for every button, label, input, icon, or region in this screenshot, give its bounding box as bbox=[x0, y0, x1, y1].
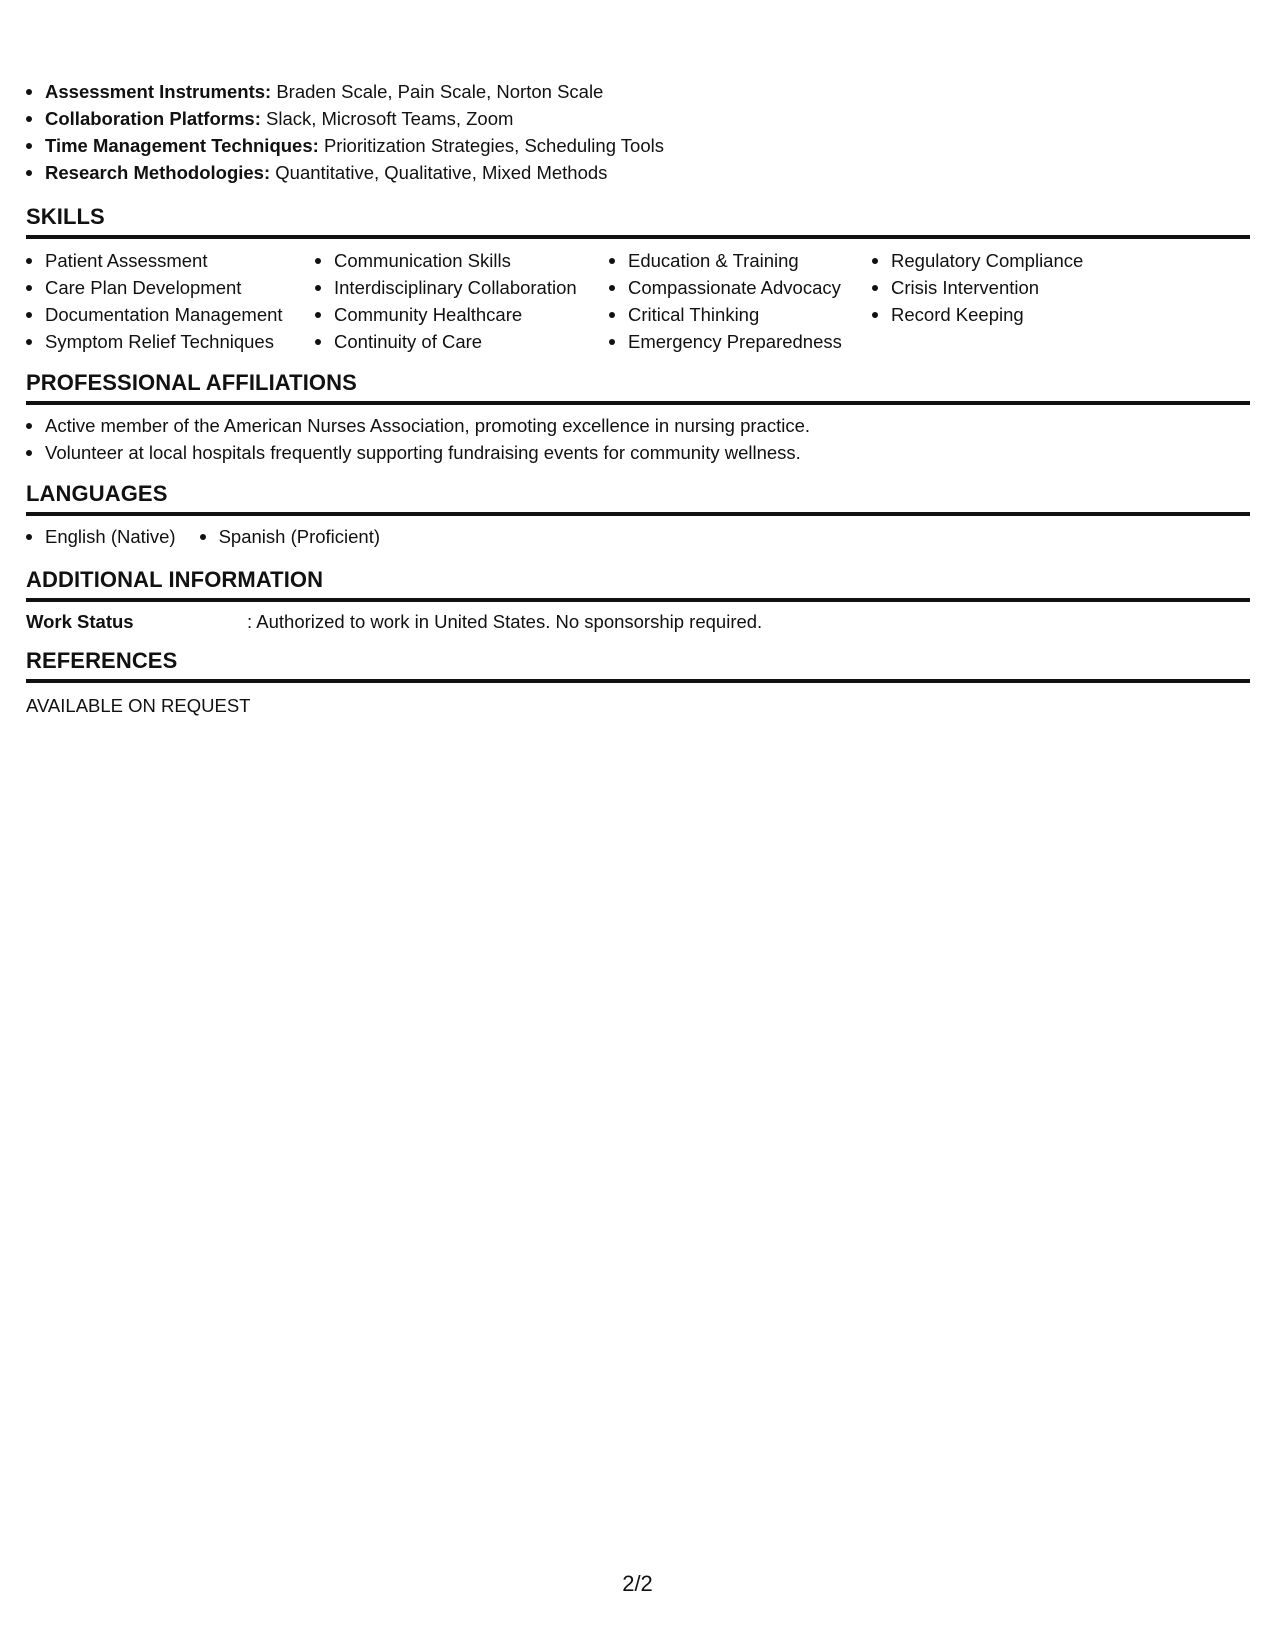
skills-column bbox=[872, 247, 1132, 355]
work-status-row bbox=[26, 609, 1250, 635]
bullet-icon bbox=[26, 534, 32, 540]
tools-list-item bbox=[26, 78, 1250, 105]
bullet-icon bbox=[609, 285, 615, 291]
bullet-icon bbox=[26, 423, 32, 429]
tools-list-item bbox=[26, 132, 1250, 159]
bullet-icon bbox=[26, 258, 32, 264]
skill-item bbox=[609, 301, 872, 328]
page-number: 2/2 bbox=[622, 1571, 653, 1596]
language-item bbox=[26, 523, 176, 550]
skills-column bbox=[26, 247, 315, 355]
skill-item bbox=[315, 301, 609, 328]
tools-list-item bbox=[26, 159, 1250, 186]
skill-label: Regulatory Compliance bbox=[891, 250, 1084, 271]
bullet-icon bbox=[315, 312, 321, 318]
affiliation-item bbox=[26, 439, 1250, 466]
skill-item bbox=[872, 301, 1132, 328]
skill-label: Care Plan Development bbox=[45, 277, 242, 298]
skill-item bbox=[609, 274, 872, 301]
language-text: English (Native) bbox=[45, 526, 176, 547]
skill-item bbox=[872, 274, 1132, 301]
additional-info-heading: ADDITIONAL INFORMATION bbox=[26, 567, 324, 592]
tool-value: Prioritization Strategies, Scheduling Tools bbox=[323, 135, 664, 156]
skill-label: Symptom Relief Techniques bbox=[45, 331, 274, 352]
bullet-icon bbox=[609, 258, 615, 264]
affiliations-section bbox=[26, 370, 1250, 466]
bullet-icon bbox=[26, 170, 32, 176]
skill-item bbox=[26, 328, 315, 355]
affiliations-heading: PROFESSIONAL AFFILIATIONS bbox=[26, 370, 357, 395]
skill-label: Critical Thinking bbox=[628, 304, 760, 325]
bullet-icon bbox=[26, 116, 32, 122]
tools-list bbox=[26, 78, 1250, 186]
section-divider bbox=[26, 512, 1250, 516]
bullet-icon bbox=[315, 285, 321, 291]
skill-item bbox=[609, 247, 872, 274]
skill-item bbox=[609, 328, 872, 355]
bullet-icon bbox=[200, 534, 206, 540]
bullet-icon bbox=[26, 89, 32, 95]
skill-item bbox=[872, 247, 1132, 274]
bullet-icon bbox=[26, 143, 32, 149]
skill-label: Patient Assessment bbox=[45, 250, 208, 271]
skills-grid bbox=[26, 247, 1250, 355]
bullet-icon bbox=[609, 312, 615, 318]
skill-item bbox=[26, 274, 315, 301]
tool-value: Braden Scale, Pain Scale, Norton Scale bbox=[276, 81, 604, 102]
skill-label: Emergency Preparedness bbox=[628, 331, 842, 352]
skill-label: Continuity of Care bbox=[334, 331, 483, 352]
tools-section bbox=[26, 78, 1250, 186]
language-item bbox=[200, 523, 380, 550]
affiliation-text: Volunteer at local hospitals frequently supporting fundraising events for community wellness. bbox=[45, 442, 801, 463]
skill-label: Community Healthcare bbox=[334, 304, 523, 325]
skill-item bbox=[26, 301, 315, 328]
references-text: AVAILABLE ON REQUEST bbox=[26, 695, 251, 716]
languages-list bbox=[26, 523, 1250, 550]
affiliation-text: Active member of the American Nurses Association, promoting excellence in nursing practice. bbox=[45, 415, 811, 436]
tool-label: Time Management Techniques: bbox=[45, 135, 319, 156]
section-divider bbox=[26, 235, 1250, 239]
bullet-icon bbox=[315, 258, 321, 264]
additional-info-section bbox=[26, 567, 1250, 635]
bullet-icon bbox=[315, 339, 321, 345]
skill-label: Communication Skills bbox=[334, 250, 511, 271]
skills-column bbox=[609, 247, 872, 355]
bullet-icon bbox=[872, 258, 878, 264]
languages-section bbox=[26, 481, 1250, 550]
tool-label: Research Methodologies: bbox=[45, 162, 271, 183]
affiliations-list bbox=[26, 412, 1250, 466]
skill-label: Education & Training bbox=[628, 250, 799, 271]
tool-value: Slack, Microsoft Teams, Zoom bbox=[266, 108, 514, 129]
references-heading: REFERENCES bbox=[26, 648, 178, 673]
skill-label: Interdisciplinary Collaboration bbox=[334, 277, 577, 298]
skill-label: Crisis Intervention bbox=[891, 277, 1040, 298]
section-divider bbox=[26, 598, 1250, 602]
work-status-label: Work Status bbox=[26, 611, 134, 632]
skill-item bbox=[315, 274, 609, 301]
skill-item bbox=[315, 328, 609, 355]
skills-section bbox=[26, 204, 1250, 355]
bullet-icon bbox=[872, 312, 878, 318]
bullet-icon bbox=[26, 339, 32, 345]
tools-list-item bbox=[26, 105, 1250, 132]
skill-label: Record Keeping bbox=[891, 304, 1024, 325]
bullet-icon bbox=[26, 285, 32, 291]
skill-label: Compassionate Advocacy bbox=[628, 277, 841, 298]
skills-heading: SKILLS bbox=[26, 204, 105, 229]
skill-item bbox=[315, 247, 609, 274]
tool-label: Collaboration Platforms: bbox=[45, 108, 261, 129]
tool-value: Quantitative, Qualitative, Mixed Methods bbox=[275, 162, 608, 183]
bullet-icon bbox=[872, 285, 878, 291]
skill-item bbox=[26, 247, 315, 274]
bullet-icon bbox=[26, 312, 32, 318]
language-text: Spanish (Proficient) bbox=[218, 526, 381, 547]
section-divider bbox=[26, 401, 1250, 405]
references-section bbox=[26, 648, 1250, 719]
languages-heading: LANGUAGES bbox=[26, 481, 168, 506]
affiliation-item bbox=[26, 412, 1250, 439]
skills-column bbox=[315, 247, 609, 355]
bullet-icon bbox=[609, 339, 615, 345]
bullet-icon bbox=[26, 450, 32, 456]
section-divider bbox=[26, 679, 1250, 683]
tool-label: Assessment Instruments: bbox=[45, 81, 272, 102]
work-status-value: : Authorized to work in United States. No sponsorship required. bbox=[247, 611, 763, 632]
skill-label: Documentation Management bbox=[45, 304, 283, 325]
